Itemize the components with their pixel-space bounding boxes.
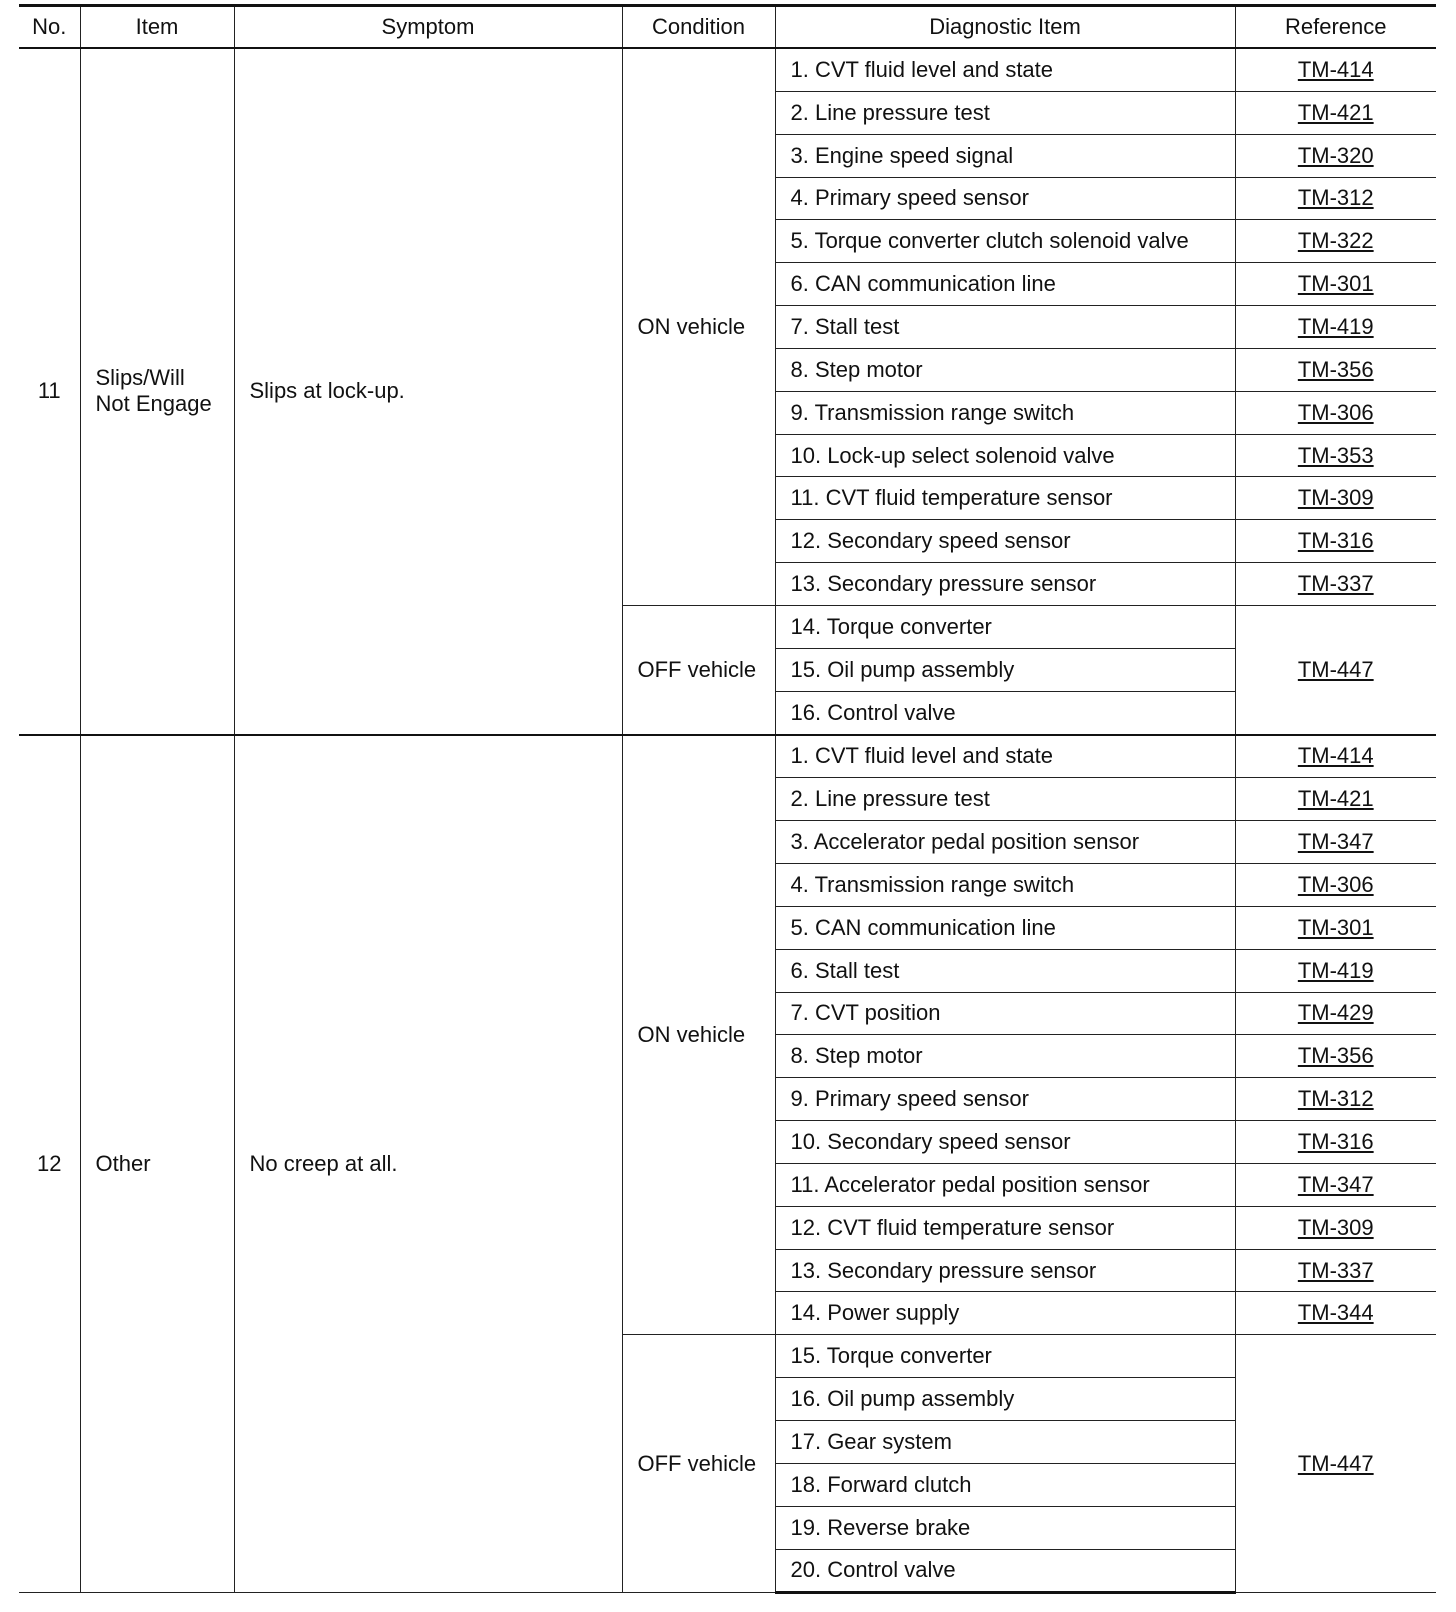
diagnostic-item: 15. Torque converter — [775, 1335, 1235, 1378]
diagnostic-item: 9. Transmission range switch — [775, 391, 1235, 434]
reference-link[interactable]: TM-419 — [1297, 313, 1374, 339]
reference-cell — [1235, 992, 1436, 1035]
reference-cell — [1235, 1078, 1436, 1121]
header-reference: Reference — [1235, 6, 1436, 49]
diagnostic-item: 4. Primary speed sensor — [775, 177, 1235, 220]
table-row — [19, 735, 1436, 778]
diagnostic-item: 14. Power supply — [775, 1292, 1235, 1335]
reference-link[interactable]: TM-312 — [1297, 185, 1374, 211]
diagnostic-item: 15. Oil pump assembly — [775, 648, 1235, 691]
diagnostic-item: 3. Accelerator pedal position sensor — [775, 821, 1235, 864]
diagnostic-item: 19. Reverse brake — [775, 1506, 1235, 1549]
diagnostic-item: 11. Accelerator pedal position sensor — [775, 1163, 1235, 1206]
reference-cell — [1235, 605, 1436, 734]
table-row — [19, 48, 1436, 91]
diagnostic-item: 5. Torque converter clutch solenoid valve — [775, 220, 1235, 263]
diagnostic-item: 10. Secondary speed sensor — [775, 1121, 1235, 1164]
diagnostic-item: 9. Primary speed sensor — [775, 1078, 1235, 1121]
diagnostic-item: 18. Forward clutch — [775, 1463, 1235, 1506]
header-symptom: Symptom — [234, 6, 622, 49]
item-line-2: Not Engage — [95, 391, 212, 417]
diagnostic-item: 12. Secondary speed sensor — [775, 520, 1235, 563]
diagnostic-item: 2. Line pressure test — [775, 91, 1235, 134]
reference-link[interactable]: TM-347 — [1297, 829, 1374, 855]
reference-link[interactable]: TM-447 — [1297, 656, 1374, 682]
reference-cell — [1235, 434, 1436, 477]
header-row — [19, 6, 1436, 49]
reference-link[interactable]: TM-312 — [1297, 1086, 1374, 1112]
diagnostic-item: 7. CVT position — [775, 992, 1235, 1035]
reference-cell — [1235, 391, 1436, 434]
reference-link[interactable]: TM-356 — [1297, 356, 1374, 382]
row-group-11 — [19, 48, 1436, 735]
reference-link[interactable]: TM-316 — [1297, 1129, 1374, 1155]
reference-cell — [1235, 1035, 1436, 1078]
reference-cell — [1235, 134, 1436, 177]
reference-cell — [1235, 220, 1436, 263]
reference-cell — [1235, 520, 1436, 563]
diagnostic-item: 3. Engine speed signal — [775, 134, 1235, 177]
reference-cell — [1235, 1121, 1436, 1164]
header-diagnostic-item: Diagnostic Item — [775, 6, 1235, 49]
reference-cell — [1235, 563, 1436, 606]
diagnostic-item: 11. CVT fluid temperature sensor — [775, 477, 1235, 520]
reference-cell — [1235, 48, 1436, 91]
condition-on-vehicle: ON vehicle — [622, 735, 775, 1335]
reference-cell — [1235, 177, 1436, 220]
diagnostic-item: 1. CVT fluid level and state — [775, 735, 1235, 778]
reference-link[interactable]: TM-429 — [1297, 1000, 1374, 1026]
reference-link[interactable]: TM-353 — [1297, 442, 1374, 468]
diagnostic-item: 20. Control valve — [775, 1549, 1235, 1593]
diagnostic-item: 8. Step motor — [775, 1035, 1235, 1078]
row-group-12 — [19, 735, 1436, 1593]
diagnostic-item: 12. CVT fluid temperature sensor — [775, 1206, 1235, 1249]
reference-cell — [1235, 263, 1436, 306]
condition-off-vehicle: OFF vehicle — [622, 605, 775, 734]
diagnostic-item: 16. Control valve — [775, 691, 1235, 734]
diagnostic-item: 1. CVT fluid level and state — [775, 48, 1235, 91]
reference-cell — [1235, 1335, 1436, 1593]
reference-link[interactable]: TM-309 — [1297, 485, 1374, 511]
reference-cell — [1235, 348, 1436, 391]
item-line-1: Other — [95, 1150, 151, 1176]
reference-link[interactable]: TM-414 — [1297, 743, 1374, 769]
diagnostic-item: 7. Stall test — [775, 306, 1235, 349]
reference-link[interactable]: TM-337 — [1297, 571, 1374, 597]
diagnostic-item: 13. Secondary pressure sensor — [775, 563, 1235, 606]
reference-cell — [1235, 821, 1436, 864]
reference-link[interactable]: TM-337 — [1297, 1257, 1374, 1283]
reference-cell — [1235, 91, 1436, 134]
symptom-cell: No creep at all. — [234, 735, 622, 1593]
reference-link[interactable]: TM-421 — [1297, 786, 1374, 812]
reference-link[interactable]: TM-421 — [1297, 99, 1374, 125]
diagnostic-item: 10. Lock-up select solenoid valve — [775, 434, 1235, 477]
reference-cell — [1235, 778, 1436, 821]
diagnostic-item: 16. Oil pump assembly — [775, 1378, 1235, 1421]
reference-link[interactable]: TM-320 — [1297, 142, 1374, 168]
diagnostic-item: 6. CAN communication line — [775, 263, 1235, 306]
reference-link[interactable]: TM-322 — [1297, 228, 1374, 254]
reference-cell — [1235, 735, 1436, 778]
item-line-1: Slips/Will — [95, 365, 185, 391]
row-number: 11 — [19, 48, 80, 735]
diagnosis-table — [19, 4, 1436, 1594]
diagnosis-table-wrapper — [19, 4, 1436, 1594]
reference-cell — [1235, 949, 1436, 992]
reference-cell — [1235, 1292, 1436, 1335]
reference-cell — [1235, 1163, 1436, 1206]
condition-on-vehicle: ON vehicle — [622, 48, 775, 605]
reference-link[interactable]: TM-447 — [1297, 1450, 1374, 1476]
symptom-cell: Slips at lock-up. — [234, 48, 622, 735]
item-cell — [80, 735, 234, 1593]
diagnostic-item: 17. Gear system — [775, 1421, 1235, 1464]
reference-cell — [1235, 1206, 1436, 1249]
reference-link[interactable]: TM-309 — [1297, 1214, 1374, 1240]
reference-cell — [1235, 1249, 1436, 1292]
reference-link[interactable]: TM-316 — [1297, 528, 1374, 554]
diagnostic-item: 8. Step motor — [775, 348, 1235, 391]
condition-off-vehicle: OFF vehicle — [622, 1335, 775, 1593]
reference-link[interactable]: TM-301 — [1297, 271, 1374, 297]
diagnostic-item: 4. Transmission range switch — [775, 864, 1235, 907]
diagnostic-item: 13. Secondary pressure sensor — [775, 1249, 1235, 1292]
reference-link[interactable]: TM-347 — [1297, 1171, 1374, 1197]
reference-cell — [1235, 864, 1436, 907]
reference-link[interactable]: TM-356 — [1297, 1043, 1374, 1069]
header-item: Item — [80, 6, 234, 49]
reference-cell — [1235, 306, 1436, 349]
diagnostic-item: 14. Torque converter — [775, 605, 1235, 648]
diagnostic-item: 5. CAN communication line — [775, 906, 1235, 949]
reference-link[interactable]: TM-344 — [1297, 1300, 1374, 1326]
reference-cell — [1235, 477, 1436, 520]
item-cell — [80, 48, 234, 735]
header-no: No. — [19, 6, 80, 49]
reference-link[interactable]: TM-306 — [1297, 399, 1374, 425]
reference-cell — [1235, 906, 1436, 949]
row-number: 12 — [19, 735, 80, 1593]
diagnostic-item: 2. Line pressure test — [775, 778, 1235, 821]
reference-link[interactable]: TM-414 — [1297, 56, 1374, 82]
reference-link[interactable]: TM-301 — [1297, 914, 1374, 940]
diagnostic-item: 6. Stall test — [775, 949, 1235, 992]
header-condition: Condition — [622, 6, 775, 49]
reference-link[interactable]: TM-306 — [1297, 871, 1374, 897]
reference-link[interactable]: TM-419 — [1297, 957, 1374, 983]
